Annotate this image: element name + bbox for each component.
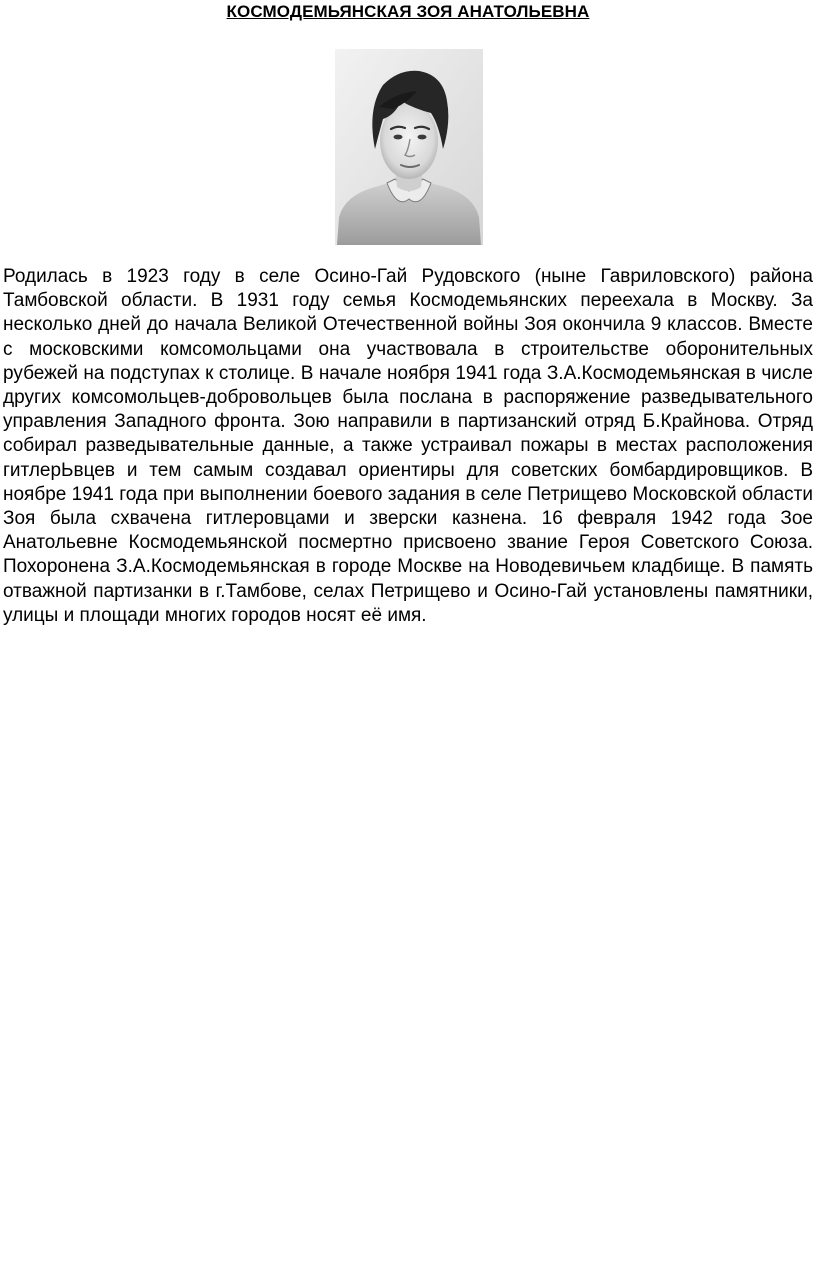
biography-paragraph: Родилась в 1923 году в селе Осино-Гай Рудовского (ныне Гавриловского) района Тамбовской области. В 1931 году семья Космодемьянских переехала в Москву. За несколько дней до начала Великой Отечественной войны Зоя окончила 9 классов. Вместе с московскими комсомольцами она участвовала в строительстве оборонительных рубежей на подступах к столице. В начале ноября 1941 года З.А.Космодемьянская в числе других комсомольцев-добровольцев была послана в распоряжение разведывательного управления Западного фронта. Зою направили в партизанский отряд Б.Крайнова. Отряд собирал разведывательные данные, а также устраивал пожары в местах расположения гитлерЬвцев и тем самым создавал ориентиры для советских бомбардировщиков. В ноябре 1941 года при выполнении боевого задания в селе Петрищево Московской области Зоя была схвачена гитлеровцами и зверски казнена. 16 февраля 1942 года Зое Анатольевне Космодемьянской посмертно присвоено звание Героя Советского Союза. Похоронена З.А.Космодемьянская в городе Москве на Новодевичьем кладбище. В память отважной партизанки в г.Тамбове, селах Петрищево и Осино-Гай установлены памятники, улицы и площади многих городов носят её имя. [3, 266, 813, 626]
page-title: КОСМОДЕМЬЯНСКАЯ ЗОЯ АНАТОЛЬЕВНА [226, 2, 590, 21]
portrait-photo [335, 49, 483, 245]
portrait-photo-graphic [335, 49, 483, 245]
